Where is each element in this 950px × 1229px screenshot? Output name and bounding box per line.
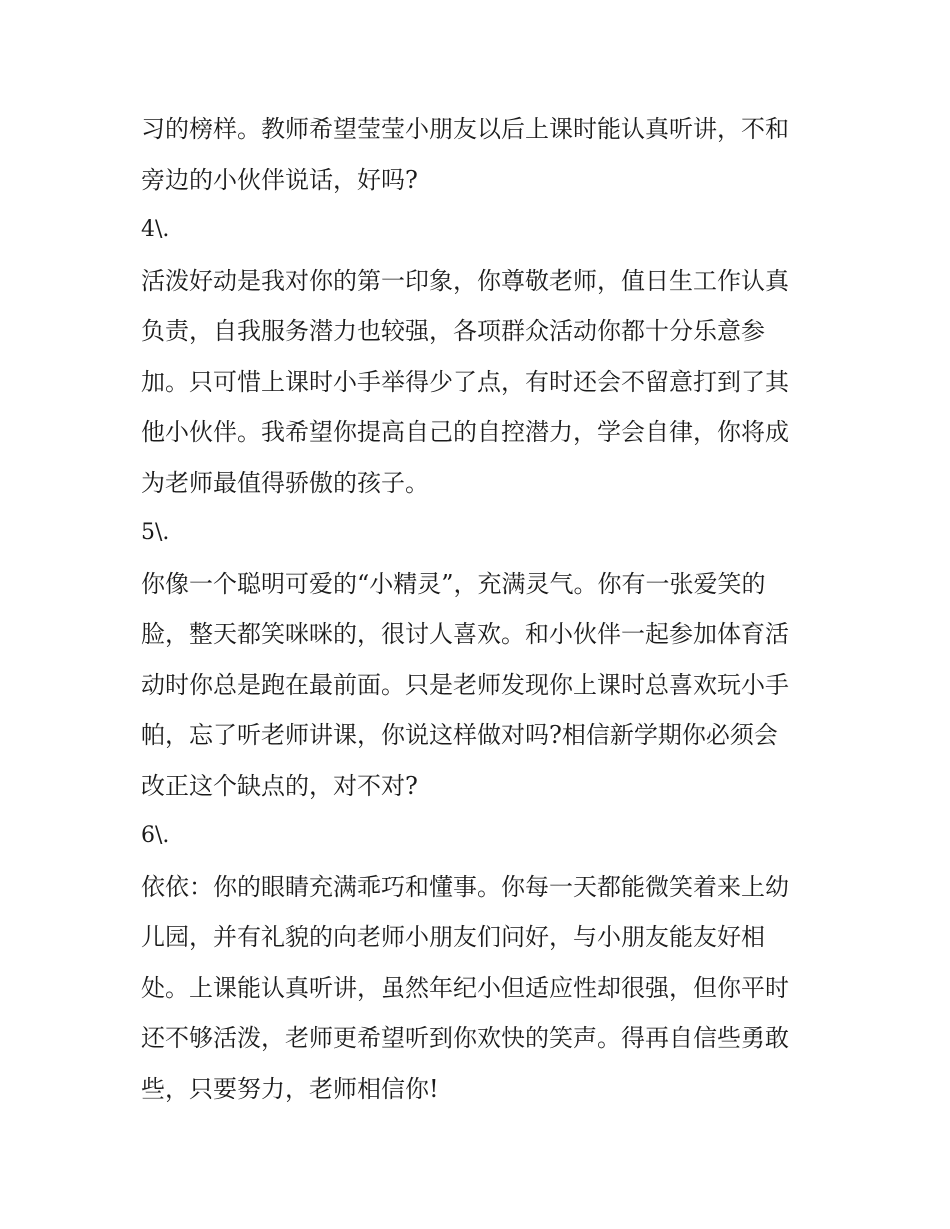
- body-line: 习的榜样。教师希望莹莹小朋友以后上课时能认真听讲，不和: [141, 115, 789, 143]
- body-line: 脸，整天都笑咪咪的，很讨人喜欢。和小伙伴一起参加体育活: [141, 620, 789, 648]
- item-number: 4\.: [141, 217, 170, 242]
- document-body: [141, 104, 816, 1114]
- item-number: 5\.: [141, 520, 170, 545]
- body-line: 负责，自我服务潜力也较强，各项群众活动你都十分乐意参: [141, 317, 765, 345]
- body-line: 他小伙伴。我希望你提高自己的自控潜力，学会自律，你将成: [141, 418, 789, 446]
- body-line: 帕，忘了听老师讲课，你说这样做对吗?相信新学期你必须会: [141, 721, 778, 749]
- body-line: 加。只可惜上课时小手举得少了点，有时还会不留意打到了其: [141, 367, 789, 396]
- body-line: 还不够活泼，老师更希望听到你欢快的笑声。得再自信些勇敢: [141, 1024, 789, 1052]
- body-line: 为老师最值得骄傲的孩子。: [141, 468, 429, 497]
- body-line: 动时你总是跑在最前面。只是老师发现你上课时总喜欢玩小手: [141, 670, 789, 699]
- body-line: 改正这个缺点的，对不对?: [141, 771, 418, 800]
- body-line: 依依：你的眼睛充满乖巧和懂事。你每一天都能微笑着来上幼: [141, 872, 789, 901]
- body-line: 你像一个聪明可爱的“小精灵”，充满灵气。你有一张爱笑的: [141, 569, 766, 598]
- body-line: 处。上课能认真听讲，虽然年纪小但适应性却很强，但你平时: [141, 973, 789, 1002]
- body-line: 些，只要努力，老师相信你!: [141, 1074, 439, 1103]
- body-line: 活泼好动是我对你的第一印象，你尊敬老师，值日生工作认真: [141, 266, 789, 295]
- item-number: 6\.: [141, 823, 170, 848]
- body-line: 旁边的小伙伴说话，好吗?: [141, 165, 418, 194]
- body-line: 儿园，并有礼貌的向老师小朋友们问好，与小朋友能友好相: [141, 923, 765, 951]
